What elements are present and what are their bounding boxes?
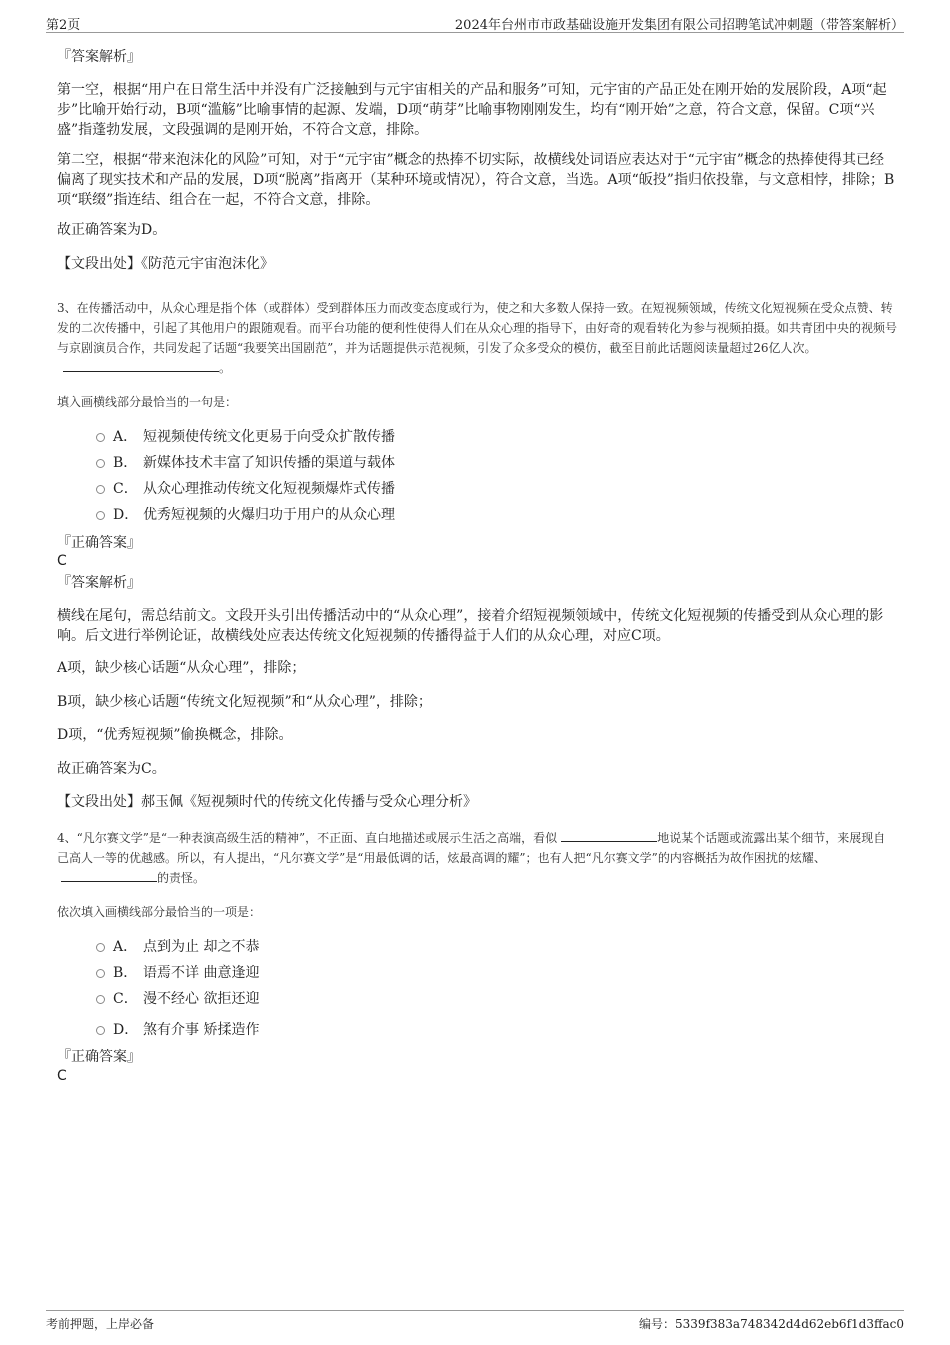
- correct-answer-label: 『正确答案』: [57, 535, 141, 551]
- analysis-label: 『答案解析』: [57, 575, 141, 591]
- question-4-text: 4、“凡尔赛文学”是“一种表演高级生活的精神”，不正面、直白地描述或展示生活之高端，看似 地说某个话题或流露出某个细节，来展现自己高人一等的优越感。所以，有人提出，“凡尔赛文学”是“用最低调的话，炫最高调的耀”；也有人把“凡尔赛文学”的内容概括为故作困扰的炫耀、的责怪。: [57, 831, 886, 885]
- radio-icon[interactable]: [96, 485, 105, 494]
- page-footer: [46, 1310, 904, 1333]
- question-3-body: 3、在传播活动中，从众心理是指个体（或群体）受到群体压力而改变态度或行为，使之和大多数人保持一致。在短视频领域，传统文化短视频在受众点赞、转发的二次传播中，引起了其他用户的跟随观看。而平台功能的便利性使得人们在从众心理的指导下，由好奇的观看转化为参与视频拍摄。如共青团中央的视频号与京剧演员合作，共同发起了话题“我要笑出国剧范”，并为话题提供示范视频，引发了众多受众的模仿，截至目前此话题阅读量超过26亿人次。: [57, 301, 898, 355]
- option-c[interactable]: C． 从众心理推动传统文化短视频爆炸式传播: [96, 480, 395, 498]
- document-id: 编号：5339f383a748342d4d62eb6f1d3ffac0: [639, 1317, 904, 1331]
- radio-icon[interactable]: [96, 969, 105, 978]
- question-4-prompt: 依次填入画横线部分最恰当的一项是：: [57, 905, 262, 919]
- analysis-line: B项，缺少核心话题“传统文化短视频”和“从众心理”，排除；: [57, 694, 432, 710]
- analysis-paragraph: 第二空，根据“带来泡沫化的风险”可知，对于“元宇宙”概念的热捧不切实际，故横线处词语应表达对于“元宇宙”概念的热捧使得其已经偏离了现实技术和产品的发展，D项“脱离”指离开（某种环境或情况），符合文意，当选。A项“皈投”指归依投靠，与文意相悖，排除；B项“联缀”指连结、组合在一起，不符合文意，排除。: [57, 152, 895, 208]
- answer-blank: [63, 359, 219, 372]
- radio-icon[interactable]: [96, 995, 105, 1004]
- analysis-line: A项，缺少核心话题“从众心理”，排除；: [57, 660, 306, 676]
- page-number: 第2页: [46, 18, 81, 33]
- option-b[interactable]: B． 语焉不详 曲意逢迎: [96, 964, 259, 982]
- option-c[interactable]: C． 漫不经心 欲拒还迎: [96, 990, 259, 1008]
- analysis-paragraph: 第一空，根据“用户在日常生活中并没有广泛接触到与元宇宙相关的产品和服务”可知，元宇宙的产品正处在刚开始的发展阶段，A项“起步”比喻开始行动，B项“滥觞”比喻事情的起源、发端，D项“萌芽”比喻事物刚刚发生，均有“刚开始”之意，符合文意，保留。C项“兴盛”指蓬勃发展，文段强调的是刚开始，不符合文意，排除。: [57, 82, 887, 138]
- option-b[interactable]: B． 新媒体技术丰富了知识传播的渠道与载体: [96, 454, 395, 472]
- source-citation: 【文段出处】郝玉佩《短视频时代的传统文化传播与受众心理分析》: [57, 794, 477, 810]
- analysis-line: D项，“优秀短视频”偷换概念，排除。: [57, 727, 293, 743]
- answer-conclusion: 故正确答案为C。: [57, 761, 166, 777]
- question-3-text: [57, 298, 897, 378]
- page-header: [46, 12, 904, 33]
- correct-answer-value: C: [57, 1068, 67, 1084]
- radio-icon[interactable]: [96, 459, 105, 468]
- radio-icon[interactable]: [96, 511, 105, 520]
- option-a[interactable]: A． 短视频使传统文化更易于向受众扩散传播: [96, 428, 395, 446]
- correct-answer-value: C: [57, 553, 67, 569]
- footer-slogan: 考前押题，上岸必备: [46, 1317, 155, 1331]
- radio-icon[interactable]: [96, 1026, 105, 1035]
- question-3-end: 。: [219, 361, 232, 375]
- option-d[interactable]: D． 优秀短视频的火爆归功于用户的从众心理: [96, 506, 395, 524]
- answer-blank: [61, 869, 157, 882]
- answer-conclusion: 故正确答案为D。: [57, 222, 167, 238]
- radio-icon[interactable]: [96, 943, 105, 952]
- analysis-label: 『答案解析』: [57, 49, 141, 65]
- answer-blank: [561, 829, 657, 842]
- question-3-prompt: 填入画横线部分最恰当的一句是：: [57, 395, 238, 409]
- source-citation: 【文段出处】《防范元宇宙泡沫化》: [57, 256, 274, 272]
- document-title: 2024年台州市市政基础设施开发集团有限公司招聘笔试冲刺题（带答案解析）: [454, 18, 904, 33]
- option-a[interactable]: A． 点到为止 却之不恭: [96, 938, 259, 956]
- correct-answer-label: 『正确答案』: [57, 1049, 141, 1065]
- radio-icon[interactable]: [96, 433, 105, 442]
- analysis-paragraph: 横线在尾句，需总结前文。文段开头引出传播活动中的“从众心理”，接着介绍短视频领域中，传统文化短视频的传播受到从众心理的影响。后文进行举例论证，故横线处应表达传统文化短视频的传播得益于人们的从众心理，对应C项。: [57, 608, 884, 644]
- option-d[interactable]: D． 煞有介事 矫揉造作: [96, 1021, 259, 1039]
